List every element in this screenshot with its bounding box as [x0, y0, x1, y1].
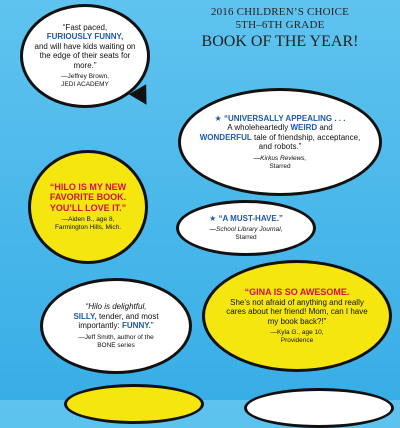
award-heading	[160, 6, 400, 52]
quote-bubble-kyla	[202, 260, 392, 372]
quote-bubble-kirkus	[178, 88, 382, 196]
star-icon: ★	[214, 113, 222, 123]
quote-text	[209, 214, 283, 224]
award-line-3: BOOK OF THE YEAR!	[201, 33, 359, 50]
quote-attribution: —Aiden B., age 8, Farmington Hills, Mich.	[54, 216, 122, 232]
quote-text: “Hilo is delightful, SILLY, tender, and most importantly: FUNNY.”	[73, 302, 159, 331]
quote-body: She’s not afraid of anything and really cares about her friend! Mom, can I have my book back?!”	[226, 297, 368, 326]
quote-bubble-jeff-smith	[40, 278, 192, 374]
quote-attribution: —Jeffrey Brown, JEDI ACADEMY	[61, 73, 109, 89]
quote-text: ★ “UNIVERSALLY APPEALING . . . A wholeheartedly WEIRD and WONDERFUL tale of friendship, acceptance, and robots.”	[199, 113, 361, 151]
quote-emphasis: “HILO IS MY NEW FAVORITE BOOK. YOU’LL LOVE IT.”	[49, 181, 127, 213]
quote-emphasis: “A MUST-HAVE.”	[218, 213, 283, 223]
quote-bubble-aiden	[28, 150, 148, 264]
quote-emphasis: “GINA IS SO AWESOME.	[244, 287, 350, 297]
award-line-1: 2016 CHILDREN’S CHOICE	[210, 6, 350, 18]
partial-bubble-left	[64, 384, 204, 424]
quote-attribution: —School Library Journal, Starred	[209, 226, 283, 242]
quote-attribution: —Kyla G., age 10, Providence	[270, 329, 324, 344]
quote-bubble-slj	[176, 200, 316, 256]
quote-emphasis: “UNIVERSALLY APPEALING . . .	[223, 113, 346, 123]
quote-attribution: —Kirkus Reviews, Starred	[253, 154, 307, 170]
quote-body: and will have kids waiting on the edge of their seats for more.”	[34, 41, 136, 70]
star-icon: ★	[209, 213, 217, 223]
award-line-2: 5TH–6TH GRADE	[235, 19, 325, 31]
quote-attribution: —Jeff Smith, author of the BONE series	[78, 333, 154, 349]
quote-emphasis: FURIOUSLY FUNNY,	[46, 32, 124, 42]
partial-bubble-right	[244, 388, 394, 428]
quote-text	[33, 23, 137, 71]
quote-intro: “Fast paced,	[62, 22, 108, 32]
